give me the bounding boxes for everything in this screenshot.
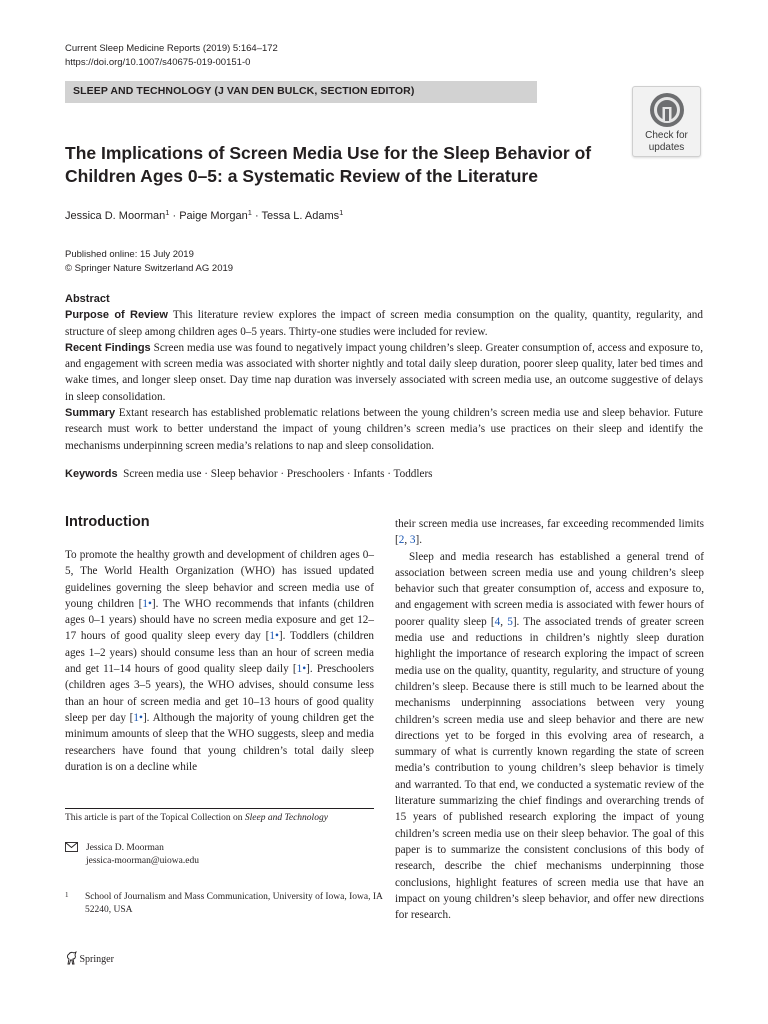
author-name[interactable]: Tessa L. Adams xyxy=(261,210,340,222)
text-run: , xyxy=(500,615,508,628)
author-affiliation-marker: 1 xyxy=(165,208,170,217)
text-run: ]. The associated trends of greater screen media use and reductions in children’s nightly sleep duration highlight the importance of research exploring the impact of screen media use on the quality, quantity, regularity, and structure of young children’s sleep. Because there is still much to be learned about the mechanisms underpinning associations between very young children’s screen media use and sleep behavior and there are new directions yet to be forged in this evolving area of research, a summary of what is currently known regarding the state of screen media’s contribution to young children’s sleep behavior is timely and warranted. To that end, we conducted a systematic review of the literature summarizing the chief findings and overarching trends of 15 years of published research exploring the impact of young children’s screen media use on their sleep behavior. The goal of this paper is to summarize the consistent conclusions of this body of research, describe the chief mechanisms underpinning those conclusions, highlight features of screen media use that have an impact on young children’s sleep behavior, and offer new directions for research. xyxy=(395,615,705,922)
findings-heading: Recent Findings xyxy=(65,341,151,354)
text-run: ]. xyxy=(415,534,423,547)
citation-link[interactable]: 1• xyxy=(142,597,152,610)
footnote-divider xyxy=(65,808,374,809)
keywords xyxy=(65,466,433,482)
author-affiliation-marker: 1 xyxy=(339,208,344,217)
left-column xyxy=(65,547,374,775)
text-run: Sleep and media research has established a general trend of association between screen media use and young children’s sleep behavior such that greater consumption of, access and exposure to, and engagement with screen media is associated with fewer hours of poorer quality sleep [ xyxy=(395,550,704,628)
intro-paragraph-1 xyxy=(65,547,374,775)
citation-link[interactable]: 5 xyxy=(507,615,513,628)
copyright: © Springer Nature Switzerland AG 2019 xyxy=(65,262,234,274)
check-for-updates-badge[interactable] xyxy=(632,86,701,157)
abstract-purpose xyxy=(65,307,703,340)
purpose-text: This literature review explores the impact of screen media consumption on the quality, quantity, regularity, and structure of sleep among children ages 0–5 years. Thirty-one studies were included for review. xyxy=(65,309,703,338)
text-run: ]. The WHO recommends that infants (children ages 0–1 years) should have no screen media exposure and get 12–17 hours of good quality sleep every day [ xyxy=(65,597,374,643)
abstract-heading: Abstract xyxy=(65,293,110,305)
intro-paragraph-1-continued xyxy=(395,516,704,549)
citation-link[interactable]: 3 xyxy=(409,534,416,547)
publisher-name: Springer xyxy=(79,954,114,965)
author-name[interactable]: Jessica D. Moorman xyxy=(65,210,166,222)
affiliation-number: 1 xyxy=(65,891,69,899)
citation-link[interactable]: 1• xyxy=(296,663,307,676)
publisher-logo xyxy=(65,951,114,965)
citation-link[interactable]: 1• xyxy=(269,630,279,643)
abstract xyxy=(65,291,703,454)
journal-line: Current Sleep Medicine Reports (2019) 5:164–172 xyxy=(65,43,278,54)
keywords-heading: Keywords xyxy=(65,468,118,480)
summary-text: Extant research has established problematic relations between the young children’s screen media use and sleep behavior. Future research must work to better understand the impact of young children’s screen media’s use practices on their sleep and identify the mechanisms underpinning screen media’s relations to nap and sleep consolidation. xyxy=(65,407,703,452)
abstract-summary xyxy=(65,405,703,454)
author-separator: · xyxy=(169,210,180,222)
purpose-heading: Purpose of Review xyxy=(65,309,168,322)
published-date: Published online: 15 July 2019 xyxy=(65,249,194,260)
summary-heading: Summary xyxy=(65,407,116,420)
collection-prefix: This article is part of the Topical Collection on xyxy=(65,813,245,823)
doi-link[interactable]: https://doi.org/10.1007/s40675-019-00151-0 xyxy=(65,57,251,68)
article-title: The Implications of Screen Media Use for the Sleep Behavior of Children Ages 0–5: a Systematic Review of the Literature xyxy=(65,143,592,186)
author-separator: · xyxy=(251,210,262,222)
check-updates-line-1: Check for xyxy=(645,130,688,141)
text-run: ]. Toddlers (children ages 1–2 years) should consume less than an hour of screen media and get 11–14 hours of good quality sleep daily [ xyxy=(65,630,374,676)
section-banner xyxy=(65,81,537,103)
affiliation-text: School of Journalism and Mass Communication, University of Iowa, Iowa, IA 52240, USA xyxy=(85,892,383,915)
author-list xyxy=(65,208,343,224)
crossmark-icon xyxy=(648,91,686,129)
citation-link[interactable]: 4 xyxy=(494,615,501,628)
introduction-heading: Introduction xyxy=(65,514,150,530)
journal-citation xyxy=(65,42,278,70)
abstract-findings xyxy=(65,340,703,405)
publication-info xyxy=(65,248,233,275)
check-updates-line-2: updates xyxy=(648,142,685,153)
author-name[interactable]: Paige Morgan xyxy=(179,210,248,222)
text-run: ]. Preschoolers (children ages 3–5 years), the WHO advises, should consume less than an hour of screen media and get 10–13 hours of good quality sleep per day [ xyxy=(65,663,374,724)
collection-name[interactable]: Sleep and Technology xyxy=(244,813,328,823)
intro-paragraph-2 xyxy=(395,549,704,924)
author-affiliation-marker: 1 xyxy=(247,208,252,217)
citation-link[interactable]: 1• xyxy=(133,711,143,724)
text-run: their screen media use increases, far exceeding recommended limits [ xyxy=(395,518,704,547)
right-column xyxy=(395,516,704,923)
springer-horse-icon xyxy=(65,951,77,965)
citation-link[interactable]: 2 xyxy=(398,534,405,547)
section-label: SLEEP AND TECHNOLOGY (J VAN DEN BULCK, SECTION EDITOR) xyxy=(73,85,415,97)
contact-name: Jessica D. Moorman xyxy=(86,843,164,853)
envelope-icon xyxy=(65,842,78,852)
contact-email[interactable]: jessica-moorman@uiowa.edu xyxy=(86,856,199,866)
text-run: , xyxy=(404,534,410,547)
text-run: ]. Although the majority of young children get the minimum amounts of sleep that the WHO suggests, sleep and media researchers have found that young children’s total daily sleep duration is on a decline while xyxy=(65,711,374,773)
findings-text: Screen media use was found to negatively impact young children’s sleep. Greater consumption of, access and exposure to, and engagement with screen media was associated with shorter nightly and total daily sleep duration, poorer sleep quality, later bed times and wake times, and longer sleep onset. Day time nap duration was inversely associated with screen media use, an outcome suggestive of delays in sleep consolidation. xyxy=(65,341,704,403)
text-run: To promote the healthy growth and development of children ages 0–5, The World Health Organization (WHO) has issued updated guidelines governing the sleep behavior and screen media use of young children [ xyxy=(65,549,374,610)
keywords-list: Screen media use · Sleep behavior · Preschoolers · Infants · Toddlers xyxy=(123,468,433,480)
topical-collection-note xyxy=(65,812,328,825)
